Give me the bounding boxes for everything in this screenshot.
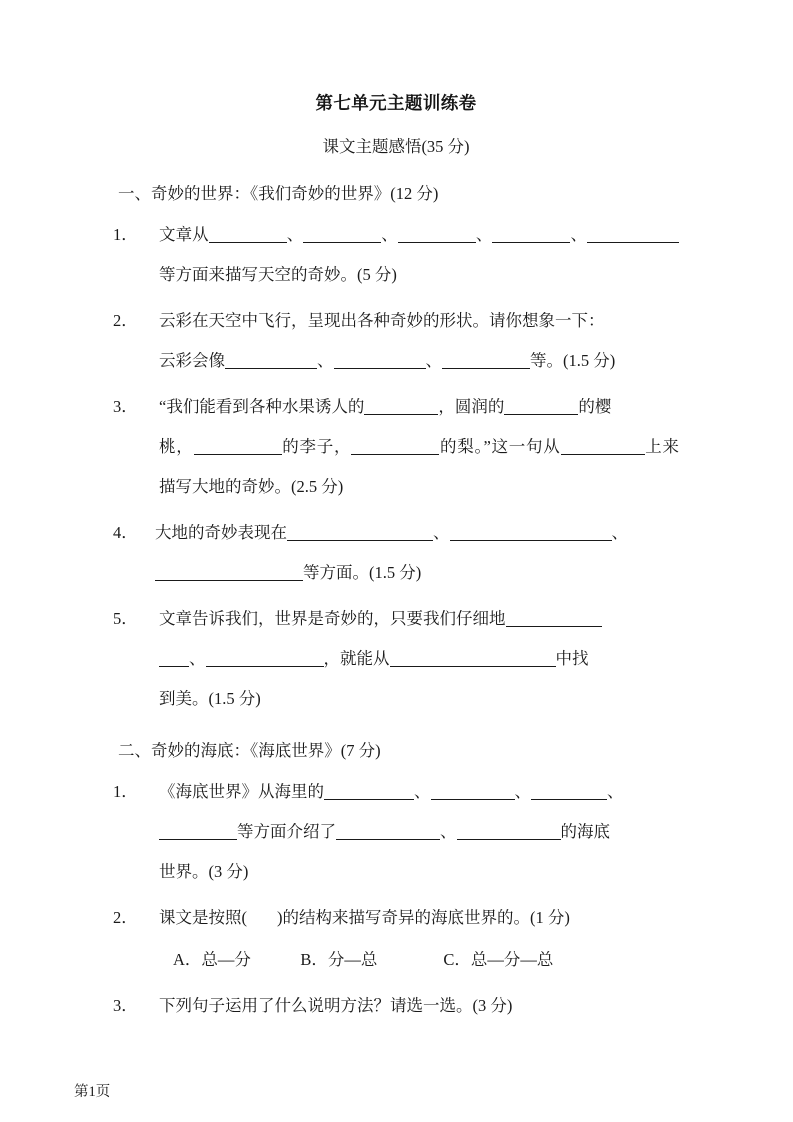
question-text: 大地的奇妙表现在 (155, 523, 287, 542)
answer-blank[interactable] (506, 609, 602, 627)
answer-blank[interactable] (657, 225, 679, 243)
answer-blank[interactable] (209, 225, 287, 243)
question-text: ，圆润的 (438, 397, 505, 416)
question-number: 3． (113, 397, 138, 416)
question-text: 、 (425, 351, 442, 370)
question-text: 云彩会像 (159, 351, 225, 370)
question-text: 、 (611, 523, 628, 542)
question-2-1 (113, 772, 679, 892)
question-text: 、 (189, 649, 206, 668)
page-footer: 第1页 (74, 1084, 111, 1100)
answer-blank[interactable] (611, 437, 645, 455)
question-number: 4． (113, 523, 138, 542)
answer-blank[interactable] (442, 351, 530, 369)
question-text: ，就能从 (323, 649, 390, 668)
answer-blank[interactable] (336, 822, 440, 840)
question-text: 、 (607, 782, 624, 801)
question-text: 世界。(3 分) (159, 862, 249, 881)
answer-blank[interactable] (390, 649, 556, 667)
question-2-2-choices[interactable]: A．总—分 B．分—总 C．总—分—总 (173, 950, 554, 969)
page-title: 第七单元主题训练卷 (315, 93, 477, 113)
answer-blank[interactable] (504, 397, 578, 415)
section-heading-two: 二、奇妙的海底：《海底世界》(7 分) (118, 741, 381, 760)
question-text: 、 (570, 225, 588, 244)
answer-blank[interactable] (287, 523, 433, 541)
answer-blank[interactable] (431, 782, 515, 800)
question-1-3 (113, 387, 679, 507)
answer-blank[interactable] (450, 523, 612, 541)
answer-blank[interactable] (561, 437, 611, 455)
question-1-5 (113, 599, 679, 719)
question-1-4 (113, 513, 679, 593)
answer-blank[interactable] (364, 397, 438, 415)
question-text: 文章告诉我们，世界是奇妙的，只要我们仔细地 (159, 609, 506, 628)
question-number: 2． (113, 908, 138, 927)
answer-blank[interactable] (159, 649, 189, 667)
question-text: 等方面来描写天空的奇妙。(5 分) (159, 265, 397, 284)
answer-blank[interactable] (303, 225, 381, 243)
question-number: 1． (113, 782, 138, 801)
answer-blank[interactable] (159, 822, 237, 840)
question-text: 的海底 (560, 822, 610, 841)
answer-blank[interactable] (351, 437, 439, 455)
answer-blank[interactable] (457, 822, 561, 840)
answer-blank[interactable] (492, 225, 570, 243)
question-text: 、 (414, 782, 431, 801)
question-number: 2． (113, 311, 138, 330)
question-text: 、 (440, 822, 457, 841)
answer-blank[interactable] (587, 225, 657, 243)
question-text: 的梨。”这一句从 (439, 437, 561, 456)
question-text: 下列句子运用了什么说明方法？请选一选。(3 分) (159, 996, 513, 1015)
document-body (113, 88, 679, 1026)
question-text: 、 (433, 523, 450, 542)
answer-blank[interactable] (531, 782, 607, 800)
question-text: “我们能看到各种水果诱人的 (159, 397, 365, 416)
page-subtitle: 课文主题感悟(35 分) (322, 137, 470, 156)
question-2-3 (113, 986, 679, 1026)
question-text: 等方面介绍了 (237, 822, 336, 841)
question-1-2 (113, 301, 679, 381)
question-text: 等方面。(1.5 分) (303, 563, 422, 582)
answer-blank[interactable] (225, 351, 317, 369)
question-text: 的樱 (578, 397, 612, 416)
question-text: 桃， (159, 437, 194, 456)
question-text: 上来描写大地的奇妙。(2.5 分) (159, 437, 680, 496)
question-text: 《海底世界》从海里的 (159, 782, 324, 801)
answer-blank[interactable] (324, 782, 414, 800)
answer-blank[interactable] (334, 351, 426, 369)
question-text: 、 (475, 225, 493, 244)
question-text: 文章从 (159, 225, 209, 244)
question-text: 、 (514, 782, 531, 801)
question-text: 、 (317, 351, 334, 370)
question-text: 中找 (555, 649, 589, 668)
question-text: 、 (381, 225, 398, 244)
question-number: 1． (113, 225, 138, 244)
question-text: 、 (286, 225, 304, 244)
question-text: 云彩在天空中飞行，呈现出各种奇妙的形状。请你想象一下： (159, 311, 605, 330)
answer-blank[interactable] (155, 563, 303, 581)
question-text: )的结构来描写奇异的海底世界的。(1 分) (277, 908, 570, 927)
question-2-2 (113, 898, 679, 938)
question-number: 3． (113, 996, 138, 1015)
answer-blank[interactable] (194, 437, 282, 455)
question-text: 课文是按照( (159, 908, 247, 927)
question-number: 5． (113, 609, 138, 628)
answer-blank[interactable] (398, 225, 476, 243)
question-text: 等。(1.5 分) (530, 351, 616, 370)
question-text: 的李子， (281, 437, 352, 456)
question-1-1 (113, 215, 679, 295)
question-text: 到美。(1.5 分) (159, 689, 261, 708)
answer-blank[interactable] (206, 649, 324, 667)
section-heading-one: 一、奇妙的世界：《我们奇妙的世界》(12 分) (118, 184, 439, 203)
